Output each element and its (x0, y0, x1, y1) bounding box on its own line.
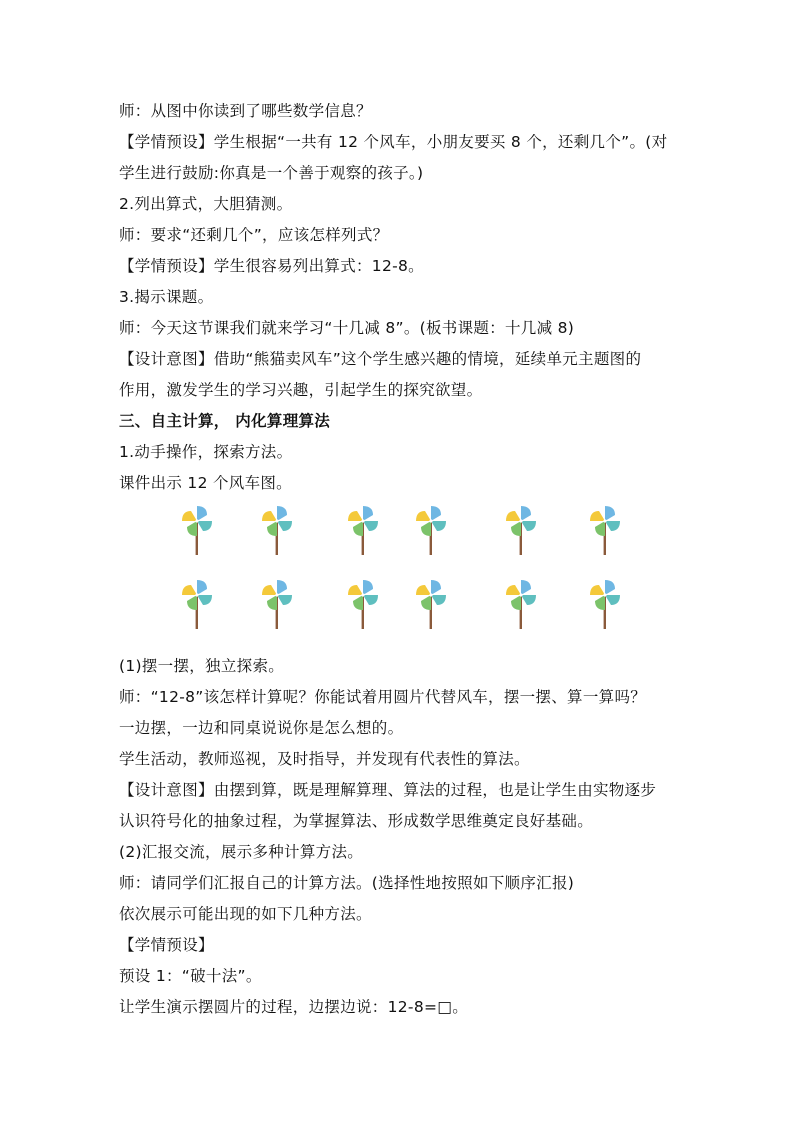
text-line: 师：请同学们汇报自己的计算方法。(选择性地按照如下顺序汇报) (119, 874, 575, 892)
text-line: 2.列出算式，大胆猜测。 (119, 195, 293, 213)
text-line: 师：今天这节课我们就来学习“十几减 8”。(板书课题：十几减 8) (119, 319, 575, 337)
pinwheel-icon (585, 503, 625, 555)
text-line: (1)摆一摆，独立探索。 (119, 657, 285, 675)
text-line: 【学情预设】学生根据“一共有 12 个风车，小朋友要买 8 个，还剩几个”。(对 (119, 133, 668, 151)
pinwheel-icon (501, 503, 541, 555)
text-line: 课件出示 12 个风车图。 (119, 474, 292, 492)
text-line: 作用，激发学生的学习兴趣，引起学生的探究欲望。 (119, 381, 483, 399)
pinwheel-icon (411, 503, 451, 555)
text-line: (2)汇报交流，展示多种计算方法。 (119, 843, 364, 861)
text-line: 一边摆，一边和同桌说说你是怎么想的。 (119, 719, 404, 737)
text-section-before (119, 96, 679, 499)
pinwheel-icon (257, 577, 297, 629)
pinwheel-icon (585, 577, 625, 629)
document-page (119, 96, 679, 1023)
text-line: 师：从图中你读到了哪些数学信息？ (119, 102, 372, 120)
pinwheel-icon (411, 577, 451, 629)
text-line: 预设 1：“破十法”。 (119, 967, 262, 985)
pinwheel-icon (501, 577, 541, 629)
section-heading: 三、自主计算， 内化算理算法 (119, 412, 331, 430)
pinwheel-icon (343, 577, 383, 629)
pinwheel-icon (177, 577, 217, 629)
text-line: 依次展示可能出现的如下几种方法。 (119, 905, 372, 923)
text-line: 让学生演示摆圆片的过程，边摆边说：12-8=□。 (119, 998, 469, 1016)
text-line: 3.揭示课题。 (119, 288, 214, 306)
text-line: 师：“12-8”该怎样计算呢？你能试着用圆片代替风车，摆一摆、算一算吗？ (119, 688, 647, 706)
text-line: 1.动手操作，探索方法。 (119, 443, 293, 461)
text-line: 【设计意图】借助“熊猫卖风车”这个学生感兴趣的情境，延续单元主题图的 (119, 350, 642, 368)
text-line: 学生活动，教师巡视，及时指导，并发现有代表性的算法。 (119, 750, 530, 768)
text-line: 学生进行鼓励:你真是一个善于观察的孩子。) (119, 164, 424, 182)
pinwheel-icon (257, 503, 297, 555)
pinwheel-icon (177, 503, 217, 555)
text-line: 【学情预设】 (119, 936, 214, 954)
pinwheel-figure (119, 499, 679, 651)
text-line: 【学情预设】学生很容易列出算式：12-8。 (119, 257, 424, 275)
pinwheel-icon (343, 503, 383, 555)
text-line: 【设计意图】由摆到算，既是理解算理、算法的过程，也是让学生由实物逐步 (119, 781, 657, 799)
text-line: 师：要求“还剩几个”，应该怎样列式？ (119, 226, 389, 244)
text-line: 认识符号化的抽象过程，为掌握算法、形成数学思维奠定良好基础。 (119, 812, 594, 830)
text-section-after (119, 651, 679, 1023)
